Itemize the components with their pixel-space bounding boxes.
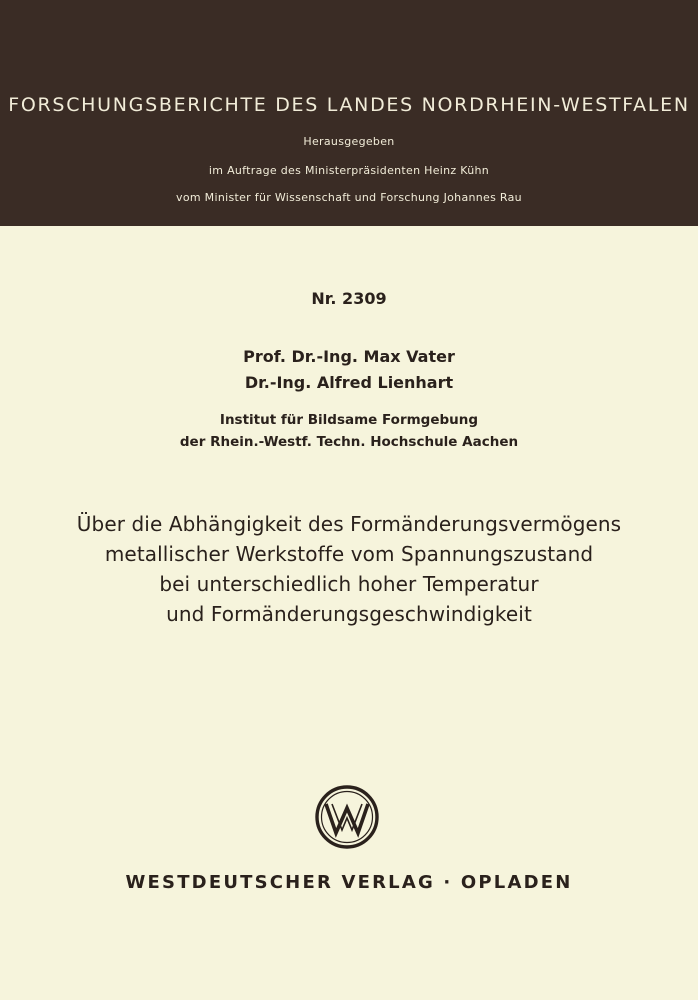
institute-line-2: der Rhein.-Westf. Techn. Hochschule Aachen [179,434,519,450]
publisher-imprint: WESTDEUTSCHER VERLAG · OPLADEN [125,872,573,893]
title-line-2: metallischer Werkstoffe vom Spannungszustand [104,542,594,566]
wv-publisher-logo-icon [314,784,380,850]
series-header [0,0,698,226]
report-title [0,509,698,629]
authors [0,344,698,396]
title-line-1: Über die Abhängigkeit des Formänderungsvermögens [76,512,622,536]
report-number: Nr. 2309 [311,289,387,308]
editor-line-minister: vom Minister für Wissenschaft und Forschung Johannes Rau [176,191,522,204]
author-vater: Prof. Dr.-Ing. Max Vater [243,347,455,366]
institute [0,409,698,453]
title-line-4: und Formänderungsgeschwindigkeit [166,602,532,626]
series-title: FORSCHUNGSBERICHTE DES LANDES NORDRHEIN-WESTFALEN [8,94,690,116]
institute-line-1: Institut für Bildsame Formgebung [219,412,479,428]
title-line-3: bei unterschiedlich hoher Temperatur [159,572,539,596]
editor-line-herausgegeben: Herausgegeben [303,135,395,148]
author-lienhart: Dr.-Ing. Alfred Lienhart [244,373,454,392]
editor-line-ministerpraesident: im Auftrage des Ministerpräsidenten Heinz Kühn [208,164,490,177]
